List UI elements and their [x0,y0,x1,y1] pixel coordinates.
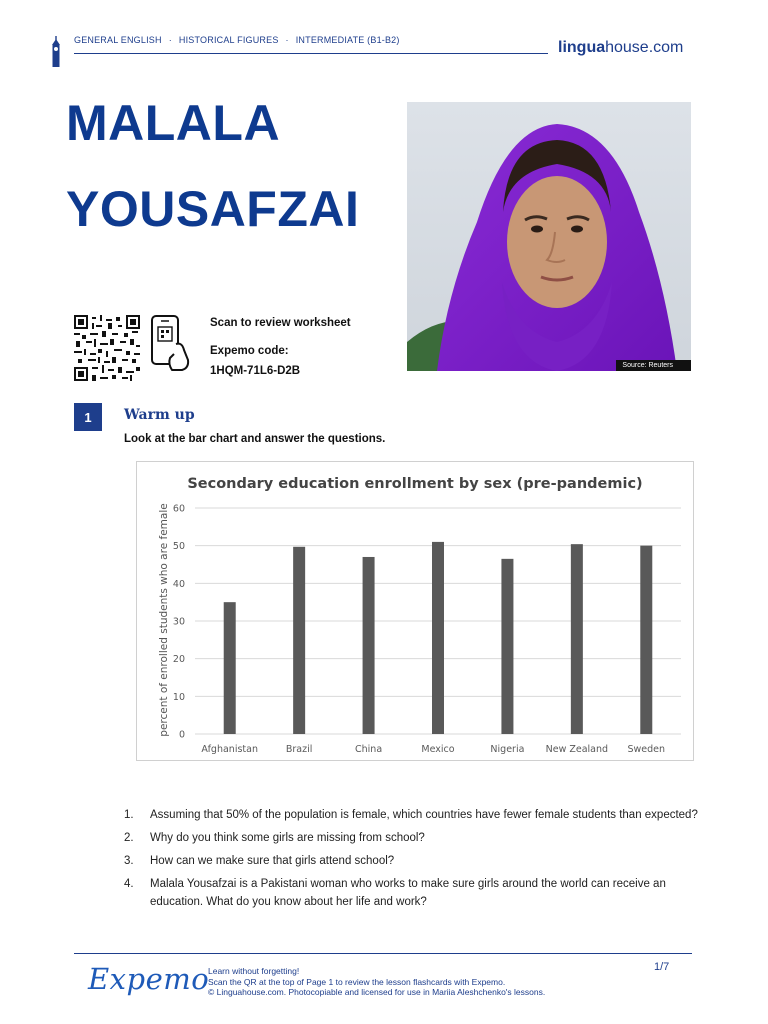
question-number: 1. [124,809,134,821]
page-number: 1/7 [654,961,670,973]
breadcrumb-item-course[interactable]: GENERAL ENGLISH [74,35,162,45]
big-ben-icon [50,36,62,68]
chart-bar-sweden [640,546,652,734]
chart-bar-mexico [432,542,444,734]
chart-x-tick-label: New Zealand [545,744,609,755]
brand-logo[interactable] [558,39,683,57]
question-number: 2. [124,832,134,844]
page-title-line2: YOUSAFZAI [66,181,360,237]
header-rule [74,53,548,54]
chart-bar-afghanistan [224,602,236,734]
question-item [124,875,704,911]
breadcrumb-item-level[interactable]: INTERMEDIATE (B1-B2) [295,35,400,45]
chart-x-tick-label: Sweden [627,744,666,755]
bar-chart [136,461,694,761]
scan-info [210,313,351,381]
chart-x-tick-label: China [355,744,383,755]
footer-tagline: Learn without forgetting! [208,966,300,976]
footer-rule [74,953,692,954]
question-item [124,829,704,847]
scan-label: Scan to review worksheet [210,317,351,329]
question-number: 4. [124,878,134,890]
qr-code-icon[interactable] [74,315,140,381]
chart-bar-brazil [293,547,305,734]
chart-x-tick-label: Nigeria [490,744,525,755]
question-text: Assuming that 50% of the population is female, which countries have fewer female students than expected? [150,809,698,821]
chart-y-tick-label: 40 [172,578,185,590]
question-number: 3. [124,855,134,867]
phone-scan-icon [150,314,192,372]
section-instruction: Look at the bar chart and answer the questions. [124,433,386,445]
breadcrumb [74,35,400,45]
chart-x-tick-label: Brazil [285,744,313,755]
chart-bar-nigeria [501,559,513,734]
chart-y-tick-label: 30 [172,616,185,628]
expemo-logo[interactable]: Expemo [88,962,210,996]
chart-y-axis-label: percent of enrolled students who are female [158,503,170,737]
question-text: Why do you think some girls are missing from school? [150,832,425,844]
section-title: Warm up [124,407,195,423]
breadcrumb-separator: · [168,35,172,45]
chart-title: Secondary education enrollment by sex (pre-pandemic) [187,476,643,492]
chart-bar-china [363,557,375,734]
breadcrumb-separator: · [285,35,289,45]
expemo-code-value: 1HQM-71L6-D2B [210,365,301,377]
section-number-badge: 1 [74,403,102,431]
question-item [124,852,704,870]
question-text: How can we make sure that girls attend school? [150,855,395,867]
question-item [124,806,704,824]
brand-name-bold: lingua [558,39,606,56]
chart-x-tick-label: Mexico [421,744,455,755]
question-list [124,806,704,916]
chart-x-tick-label: Afghanistan [201,744,258,755]
bar-chart-svg [137,462,693,760]
footer-text [208,966,545,998]
photo-credit: Source: Reuters [616,360,691,371]
chart-bar-new-zealand [571,544,583,734]
chart-y-tick-label: 0 [178,729,185,741]
portrait-photo [407,102,691,371]
portrait-illustration [407,102,691,371]
chart-y-tick-label: 10 [172,691,185,703]
footer-instruction: Scan the QR at the top of Page 1 to review the lesson flashcards with Expemo. [208,976,506,987]
chart-y-tick-label: 50 [172,541,185,553]
chart-y-tick-label: 60 [172,503,185,515]
breadcrumb-item-topic[interactable]: HISTORICAL FIGURES [178,35,279,45]
footer-copyright: © Linguahouse.com. Photocopiable and licensed for use in Mariia Aleshchenko's lessons. [208,987,546,997]
chart-y-tick-label: 20 [172,654,185,666]
page-title-line1: MALALA [66,95,281,151]
brand-name-rest: house.com [605,39,684,56]
question-text: Malala Yousafzai is a Pakistani woman who works to make sure girls around the world can receive an education. What do you know about her life and work? [150,878,666,908]
expemo-code-label: Expemo code: [210,345,289,357]
